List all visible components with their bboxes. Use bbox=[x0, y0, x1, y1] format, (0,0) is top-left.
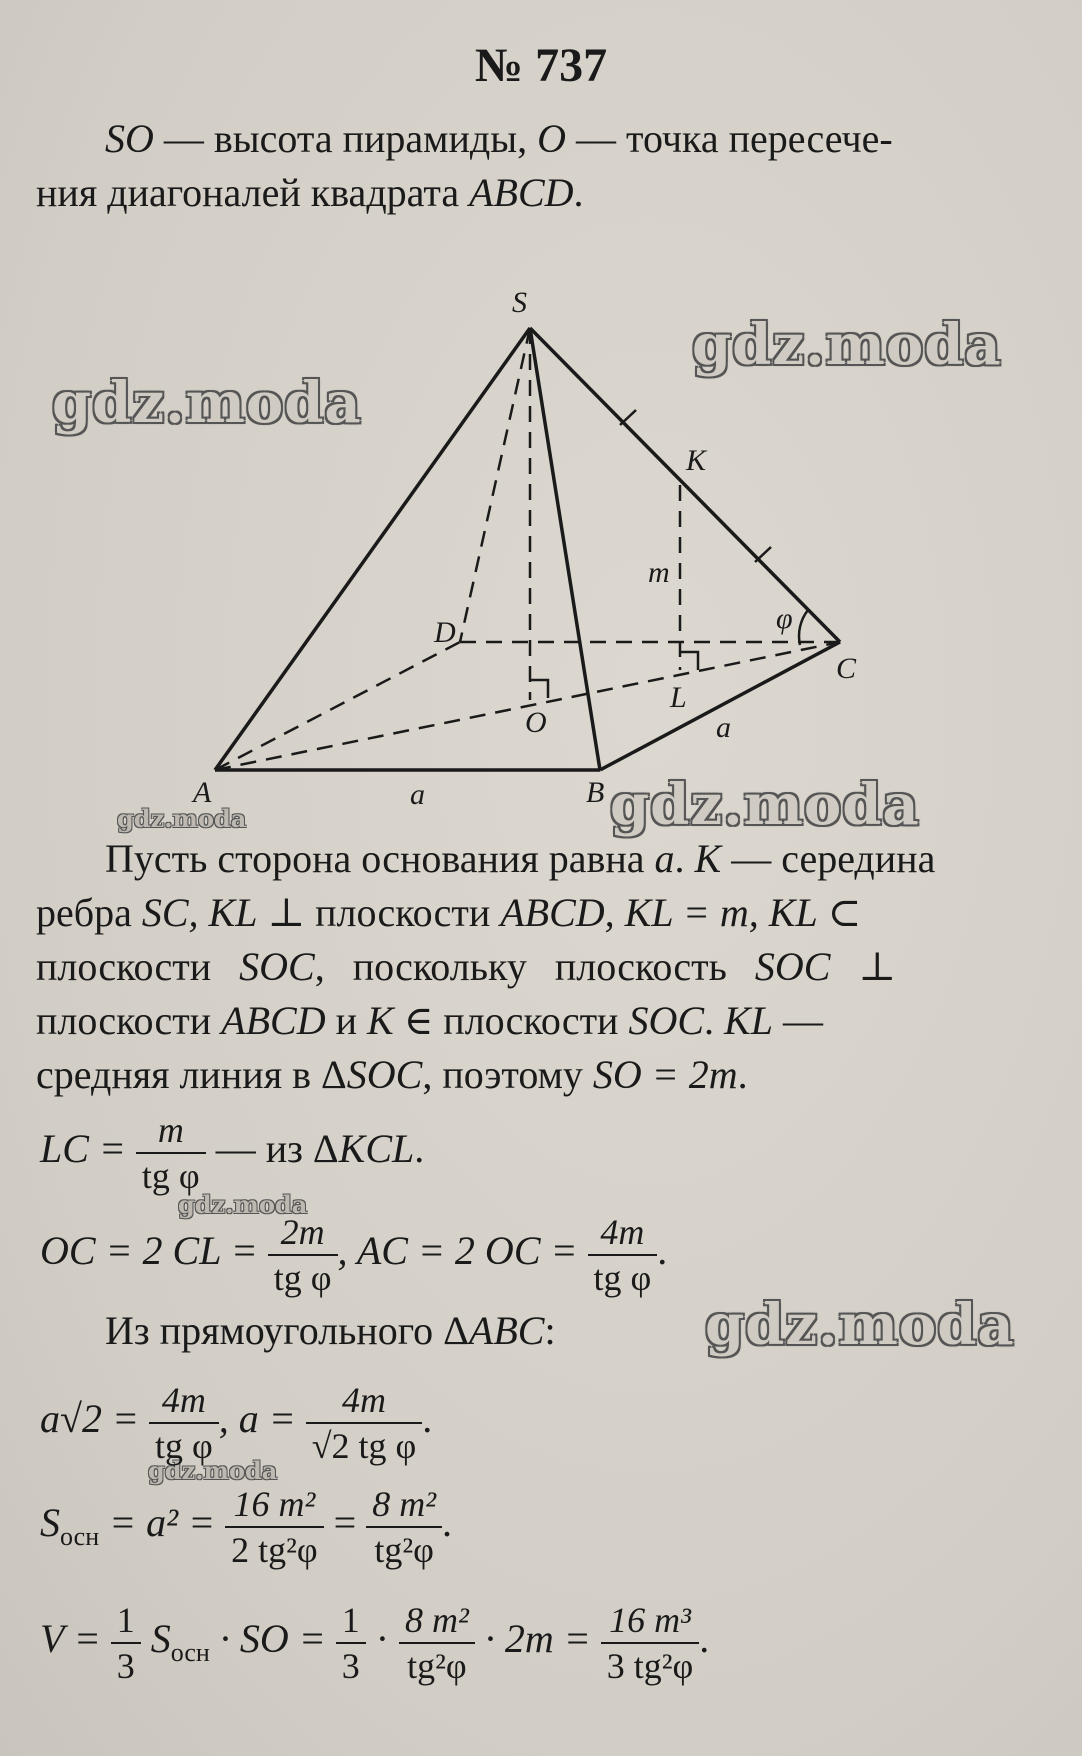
tick-mark-2 bbox=[755, 547, 771, 562]
label-b: B bbox=[586, 776, 605, 809]
watermark-small-3: gdz.moda bbox=[148, 1456, 278, 1485]
body-line-3: плоскости SOC, поскольку плоскость SOC ⊥ bbox=[36, 944, 897, 989]
body-line-2: ребра SC, KL ⊥ плоскости ABCD, KL = m, KL ⊂ bbox=[36, 890, 862, 935]
fraction-v2: $\frac{1}{3}$ bbox=[336, 1598, 366, 1688]
fraction-v3: $\frac{\text{8 m²}}{\text{tg²φ}}$ bbox=[399, 1598, 475, 1688]
fraction-v1: $\frac{1}{3}$ bbox=[111, 1598, 141, 1688]
watermark-2: gdz.moda bbox=[52, 370, 362, 436]
fraction-v4: $\frac{\text{16 m³}}{\text{3 tg²φ}}$ bbox=[601, 1598, 700, 1688]
watermark-small-2: gdz.moda bbox=[178, 1190, 308, 1219]
watermark-1: gdz.moda bbox=[692, 312, 1002, 378]
label-phi: φ bbox=[776, 602, 793, 635]
edge-sb bbox=[530, 328, 600, 770]
fraction-s2: $\frac{\text{8 m²}}{\text{tg²φ}}$ bbox=[366, 1482, 442, 1572]
label-d: D bbox=[434, 616, 456, 649]
fraction-lc: $\frac{m}{\text{tg φ}}$ bbox=[136, 1108, 206, 1198]
label-l: L bbox=[670, 681, 687, 714]
label-o: O bbox=[525, 706, 547, 739]
label-a-right: a bbox=[716, 711, 731, 744]
formula-lc: LC = $\frac{m}{\text{tg φ}}$ — из ΔKCL. bbox=[40, 1110, 425, 1196]
angle-phi-arc bbox=[799, 610, 808, 645]
right-angle-o bbox=[530, 680, 548, 698]
fraction-ac: $\frac{4m}{\text{tg φ}}$ bbox=[588, 1210, 658, 1300]
body-line-1: Пусть сторона основания равна a. K — середина bbox=[105, 836, 936, 881]
body-line-5: средняя линия в ΔSOC, поэтому SO = 2m. bbox=[36, 1052, 748, 1097]
watermark-small-1: gdz.moda bbox=[117, 804, 247, 833]
edge-bc bbox=[600, 642, 840, 770]
edge-ad bbox=[215, 642, 460, 770]
fraction-a: $\frac{4m}{\text{√2 tg φ}}$ bbox=[306, 1378, 423, 1468]
formula-oc: OC = 2 CL = $\frac{2m}{\text{tg φ}}$ , AC = 2 OC = $\frac{4m}{\text{tg φ}}$ . bbox=[40, 1212, 668, 1298]
intro-line-2: ния диагоналей квадрата ABCD. bbox=[36, 170, 584, 215]
fraction-oc: $\frac{2m}{\text{tg φ}}$ bbox=[268, 1210, 338, 1300]
marks bbox=[530, 410, 808, 698]
label-a-bottom: a bbox=[410, 778, 425, 811]
watermark-4: gdz.moda bbox=[705, 1292, 1015, 1358]
abc-line: Из прямоугольного ΔABC: bbox=[105, 1308, 556, 1353]
watermark-3: gdz.moda bbox=[610, 772, 920, 838]
label-s: S bbox=[512, 286, 527, 319]
label-k: K bbox=[686, 444, 707, 477]
label-a: A bbox=[193, 776, 212, 809]
tick-mark-1 bbox=[620, 410, 636, 425]
fraction-s1: $\frac{\text{16 m²}}{\text{2 tg²φ}}$ bbox=[225, 1482, 324, 1572]
label-c: C bbox=[836, 652, 857, 685]
body-line-4: плоскости ABCD и K ∈ плоскости SOC. KL — bbox=[36, 998, 823, 1043]
formula-v: V = $\frac{1}{3}$ $S_{осн}$ · SO = $\frac{1}{3}$ · $\frac{\text{8 m²}}{\text{tg²φ}}$ · 2m = $\frac{\text{16 m³}}{\text{3 tg²φ}}$ . bbox=[40, 1600, 710, 1686]
formula-a: a√2 = $\frac{4m}{\text{tg φ}}$ , a = $\frac{4m}{\text{√2 tg φ}}$ . bbox=[40, 1380, 433, 1466]
intro-line-1: SO — высота пирамиды, O — точка пересече- bbox=[105, 116, 893, 161]
label-m: m bbox=[648, 556, 670, 589]
formula-s: $S_{осн} = a^2$ = $\frac{\text{16 m²}}{\text{2 tg²φ}}$ = $\frac{\text{8 m²}}{\text{tg²φ}}$ . bbox=[40, 1484, 453, 1570]
right-angle-l bbox=[680, 652, 698, 670]
fraction-a2: $\frac{4m}{\text{tg φ}}$ bbox=[149, 1378, 219, 1468]
problem-number: № 737 bbox=[474, 39, 608, 92]
